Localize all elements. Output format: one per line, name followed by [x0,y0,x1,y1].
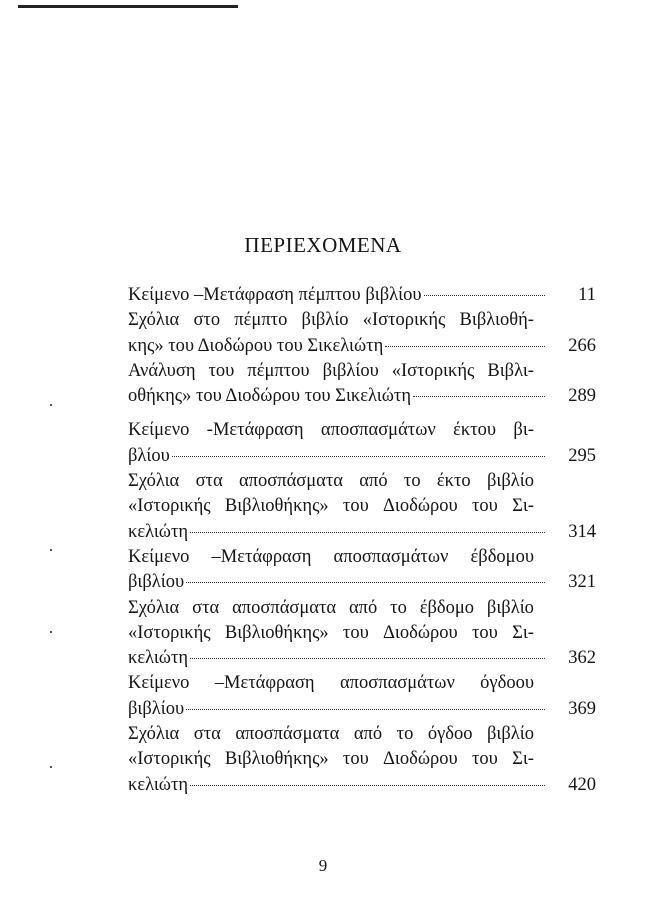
toc-word: όγδοο [427,724,473,745]
toc-word: έκτο [436,471,471,492]
toc-word: του [342,622,369,643]
toc-word: του [208,360,235,381]
toc-page-number: 295 [568,445,596,466]
toc-word: βιβλίο [486,597,534,618]
toc-entry [128,359,596,410]
toc-word: Βιβλιοθήκης» [224,496,329,517]
toc-word: –Μετάφραση [211,546,312,567]
toc-word: Βιβλιοθήκης» [224,749,329,770]
toc-word: αποσπάσματα [232,597,337,618]
toc-word: πέμπτο [234,310,288,331]
toc-word: του [342,496,369,517]
toc-entry-text: κελιώτη [128,521,189,542]
toc-word: το [390,597,407,618]
dot-leader [424,295,546,296]
toc-entry-text: βιβλίου [128,572,185,593]
toc-entry-text: οθήκης» του Διοδώρου του Σικελιώτη [128,386,412,407]
toc-word: του [471,622,498,643]
toc-entry-text: κης» του Διοδώρου του Σικελιώτη [128,335,384,356]
toc-word: του [471,496,498,517]
toc-word: από [359,471,388,492]
toc-word: αποσπάσματα [238,471,343,492]
toc-word: το [396,724,414,745]
toc-entry-last-line [128,384,596,409]
toc-entry-line [128,418,596,443]
toc-entry-last-line [128,283,596,308]
toc-page-number: 266 [568,335,596,356]
toc-word: Σι- [512,496,534,517]
toc-word: Βιβλιοθήκης» [224,622,329,643]
dot-leader [413,396,545,397]
toc-word: έβδομου [470,546,534,567]
toc-word: έκτου [453,420,497,441]
scan-speck [50,404,52,406]
toc-word: «Ιστορικής [391,360,475,381]
toc-word: στο [193,310,221,331]
toc-word: αποσπάσματα [235,724,340,745]
toc-entry-last-line [128,334,596,359]
toc-word: Σι- [512,749,534,770]
toc-entry-text: βιβλίου [128,698,185,719]
dot-leader [190,658,545,659]
toc-word: στα [192,597,220,618]
table-of-contents [128,283,596,798]
toc-entry-last-line [128,773,596,798]
toc-word: Κείμενο [128,546,190,567]
toc-page-number: 11 [578,285,596,305]
toc-word: Διοδώρου [383,622,458,643]
toc-word: Σι- [512,622,534,643]
dot-leader [385,346,545,347]
dot-leader [190,785,545,786]
toc-word: στα [195,471,223,492]
toc-entry-line [128,469,596,494]
toc-word: Ανάλυση [128,360,196,381]
toc-word: Σχόλια [128,597,180,618]
dot-leader [190,532,545,533]
page-title: ΠΕΡΙΕΧΟΜΕΝΑ [244,233,402,257]
toc-entry-text: κελιώτη [128,774,189,795]
toc-entry [128,596,596,672]
toc-word: «Ιστορικής [128,622,211,643]
toc-entry [128,283,596,308]
toc-word: βιβλίο [487,724,534,745]
dot-leader [186,582,545,583]
toc-entry-last-line [128,570,596,595]
toc-page-number: 369 [568,698,596,719]
toc-entry [128,722,596,798]
toc-word: αποσπασμάτων [339,673,455,694]
toc-entry-text: βλίου [128,445,170,466]
toc-entry-text: κελιώτη [128,648,189,669]
toc-word: –Μετάφραση [214,673,315,694]
toc-word: Διοδώρου [383,496,458,517]
page-number: 9 [318,856,328,875]
toc-entry-line [128,545,596,570]
toc-entry-last-line [128,520,596,545]
toc-word: Σχόλια [128,724,180,745]
toc-word: του [471,749,498,770]
toc-entry-line [128,494,596,519]
dot-leader [172,456,545,457]
scan-speck [50,549,52,551]
toc-entry-line [128,359,596,384]
toc-word: Σχόλια [128,310,180,331]
toc-word: το [403,471,421,492]
dot-leader [186,709,545,710]
toc-word: στα [193,724,221,745]
toc-word: βιβλίου [322,360,379,381]
toc-word: από [348,597,378,618]
toc-entry [128,545,596,596]
toc-word: Βιβλιοθή- [459,310,534,331]
toc-word: βι- [513,420,534,441]
toc-entry-line [128,671,596,696]
toc-word: του [342,749,369,770]
top-rule [18,5,238,8]
toc-word: Κείμενο [128,420,190,441]
toc-word: Διοδώρου [383,749,458,770]
toc-page-number: 362 [568,648,596,669]
toc-word: «Ιστορικής [128,749,211,770]
toc-entry [128,469,596,545]
toc-page-number: 420 [568,774,596,795]
toc-entry-line [128,621,596,646]
toc-page-number: 314 [568,521,596,542]
toc-word: αποσπασμάτων [333,546,449,567]
toc-entry [128,671,596,722]
scan-speck [50,631,52,633]
toc-entry [128,418,596,469]
toc-word: -Μετάφραση [206,420,304,441]
toc-word: Σχόλια [128,471,180,492]
toc-word: έβδομο [419,597,475,618]
toc-entry-line [128,722,596,747]
toc-word: βιβλίο [301,310,349,331]
toc-entry-last-line [128,697,596,722]
toc-page-number: 321 [568,572,596,593]
toc-entry-line [128,308,596,333]
toc-entry [128,308,596,359]
toc-word: από [353,724,383,745]
scan-speck [50,766,52,768]
toc-word: αποσπασμάτων [320,420,436,441]
toc-entry-last-line [128,646,596,671]
toc-entry-line [128,596,596,621]
toc-word: Βιβλι- [487,360,534,381]
toc-word: πέμπτου [247,360,310,381]
toc-word: «Ιστορικής [362,310,446,331]
toc-entry-line [128,747,596,772]
toc-entry-text: Κείμενο –Μετάφραση πέμπτου βιβλίου [128,285,422,305]
toc-word: βιβλίο [487,471,534,492]
toc-word: Κείμενο [128,673,190,694]
toc-word: όγδοου [480,673,534,694]
toc-page-number: 289 [568,386,596,407]
toc-word: «Ιστορικής [128,496,211,517]
toc-entry-last-line [128,444,596,469]
